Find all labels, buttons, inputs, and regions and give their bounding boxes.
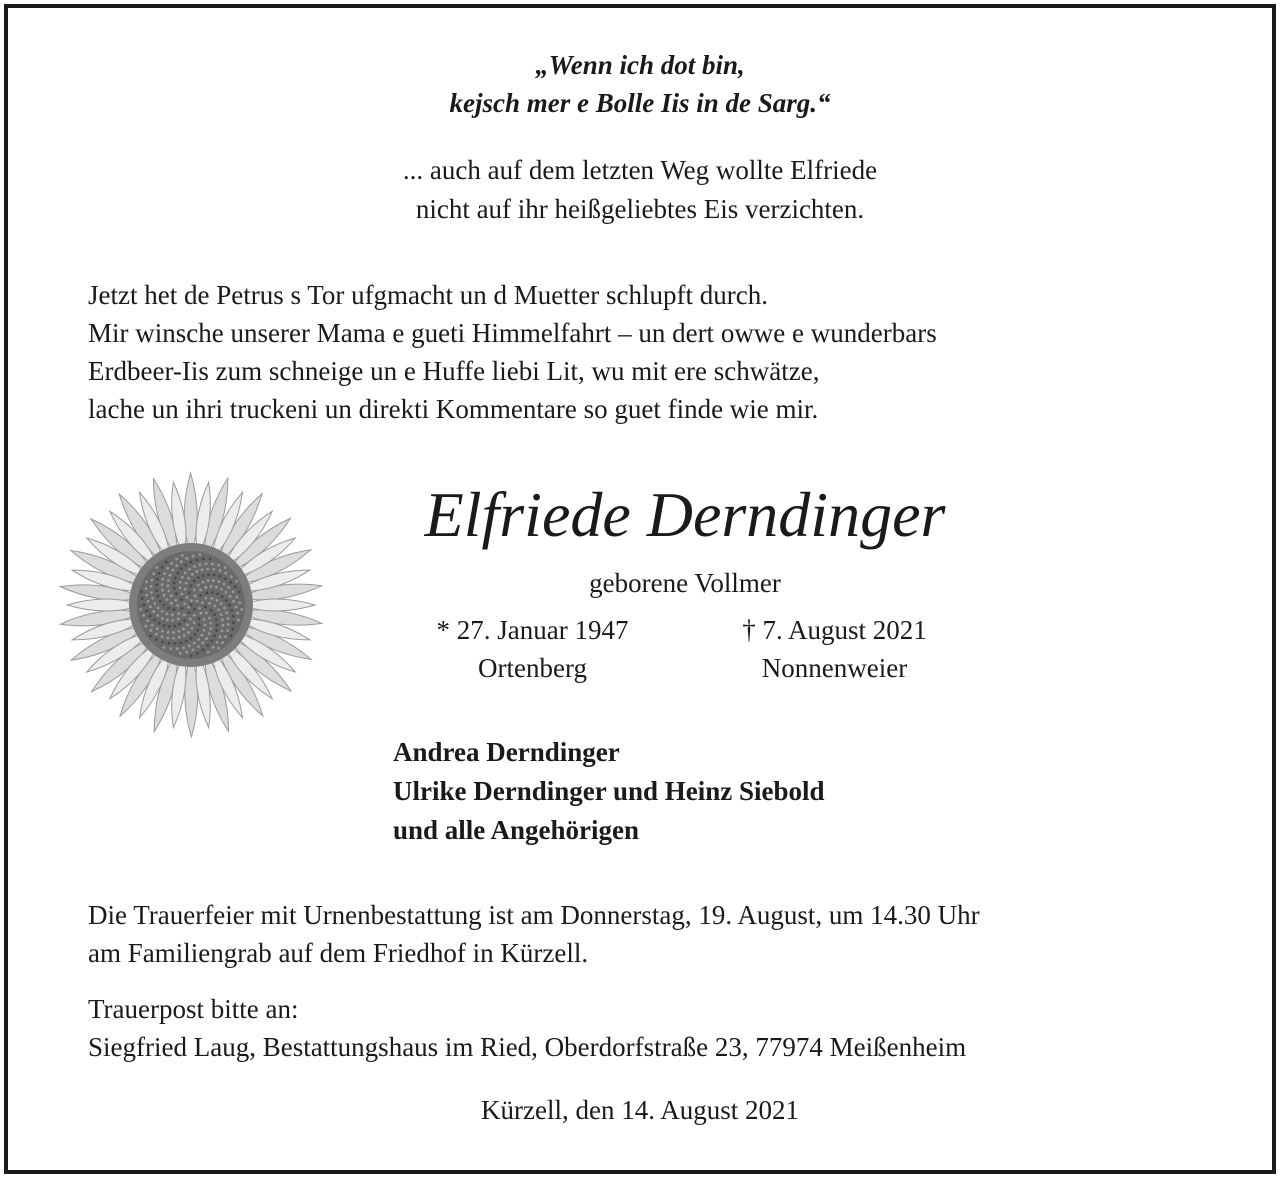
death-place: Nonnenweier: [761, 653, 908, 683]
poem-line: Mir winsche unserer Mama e gueti Himmelfahrt – un dert owwe e wunderbars: [88, 318, 937, 348]
quote-line-1: „Wenn ich dot bin,: [535, 50, 745, 80]
intro-line-2: nicht auf ihr heißgeliebtes Eis verzichten.: [415, 194, 865, 224]
family-member: und alle Angehörigen: [393, 815, 640, 845]
sunflower-image: [50, 470, 332, 740]
poem-line: lache un ihri truckeni un direkti Kommentare so guet finde wie mir.: [88, 394, 819, 424]
family-member: Ulrike Derndinger und Heinz Siebold: [393, 776, 825, 806]
family-member: Andrea Derndinger: [393, 737, 620, 767]
quote-line-2: kejsch mer e Bolle Iis in de Sarg.“: [449, 88, 831, 118]
intro-line-1: ... auch auf dem letzten Weg wollte Elfriede: [402, 155, 878, 185]
death-date: † 7. August 2021: [742, 615, 927, 645]
birth-date: * 27. Januar 1947: [436, 615, 629, 645]
mail-label: Trauerpost bitte an:: [88, 994, 299, 1024]
mail-address: Siegfried Laug, Bestattungshaus im Ried, Oberdorfstraße 23, 77974 Meißenheim: [88, 1032, 967, 1062]
deceased-name: Elfriede Derndinger: [424, 479, 946, 550]
closing-date: Kürzell, den 14. August 2021: [481, 1095, 799, 1125]
service-line: Die Trauerfeier mit Urnenbestattung ist am Donnerstag, 19. August, um 14.30 Uhr: [88, 900, 980, 930]
poem-line: Jetzt het de Petrus s Tor ufgmacht un d Muetter schlupft durch.: [88, 280, 768, 310]
service-line: am Familiengrab auf dem Friedhof in Kürzell.: [88, 938, 589, 968]
birth-place: Ortenberg: [478, 653, 587, 683]
maiden-name: geborene Vollmer: [589, 568, 781, 598]
poem-line: Erdbeer-Iis zum schneige un e Huffe liebi Lit, wu mit ere schwätze,: [88, 356, 820, 386]
family-list: [393, 733, 825, 850]
